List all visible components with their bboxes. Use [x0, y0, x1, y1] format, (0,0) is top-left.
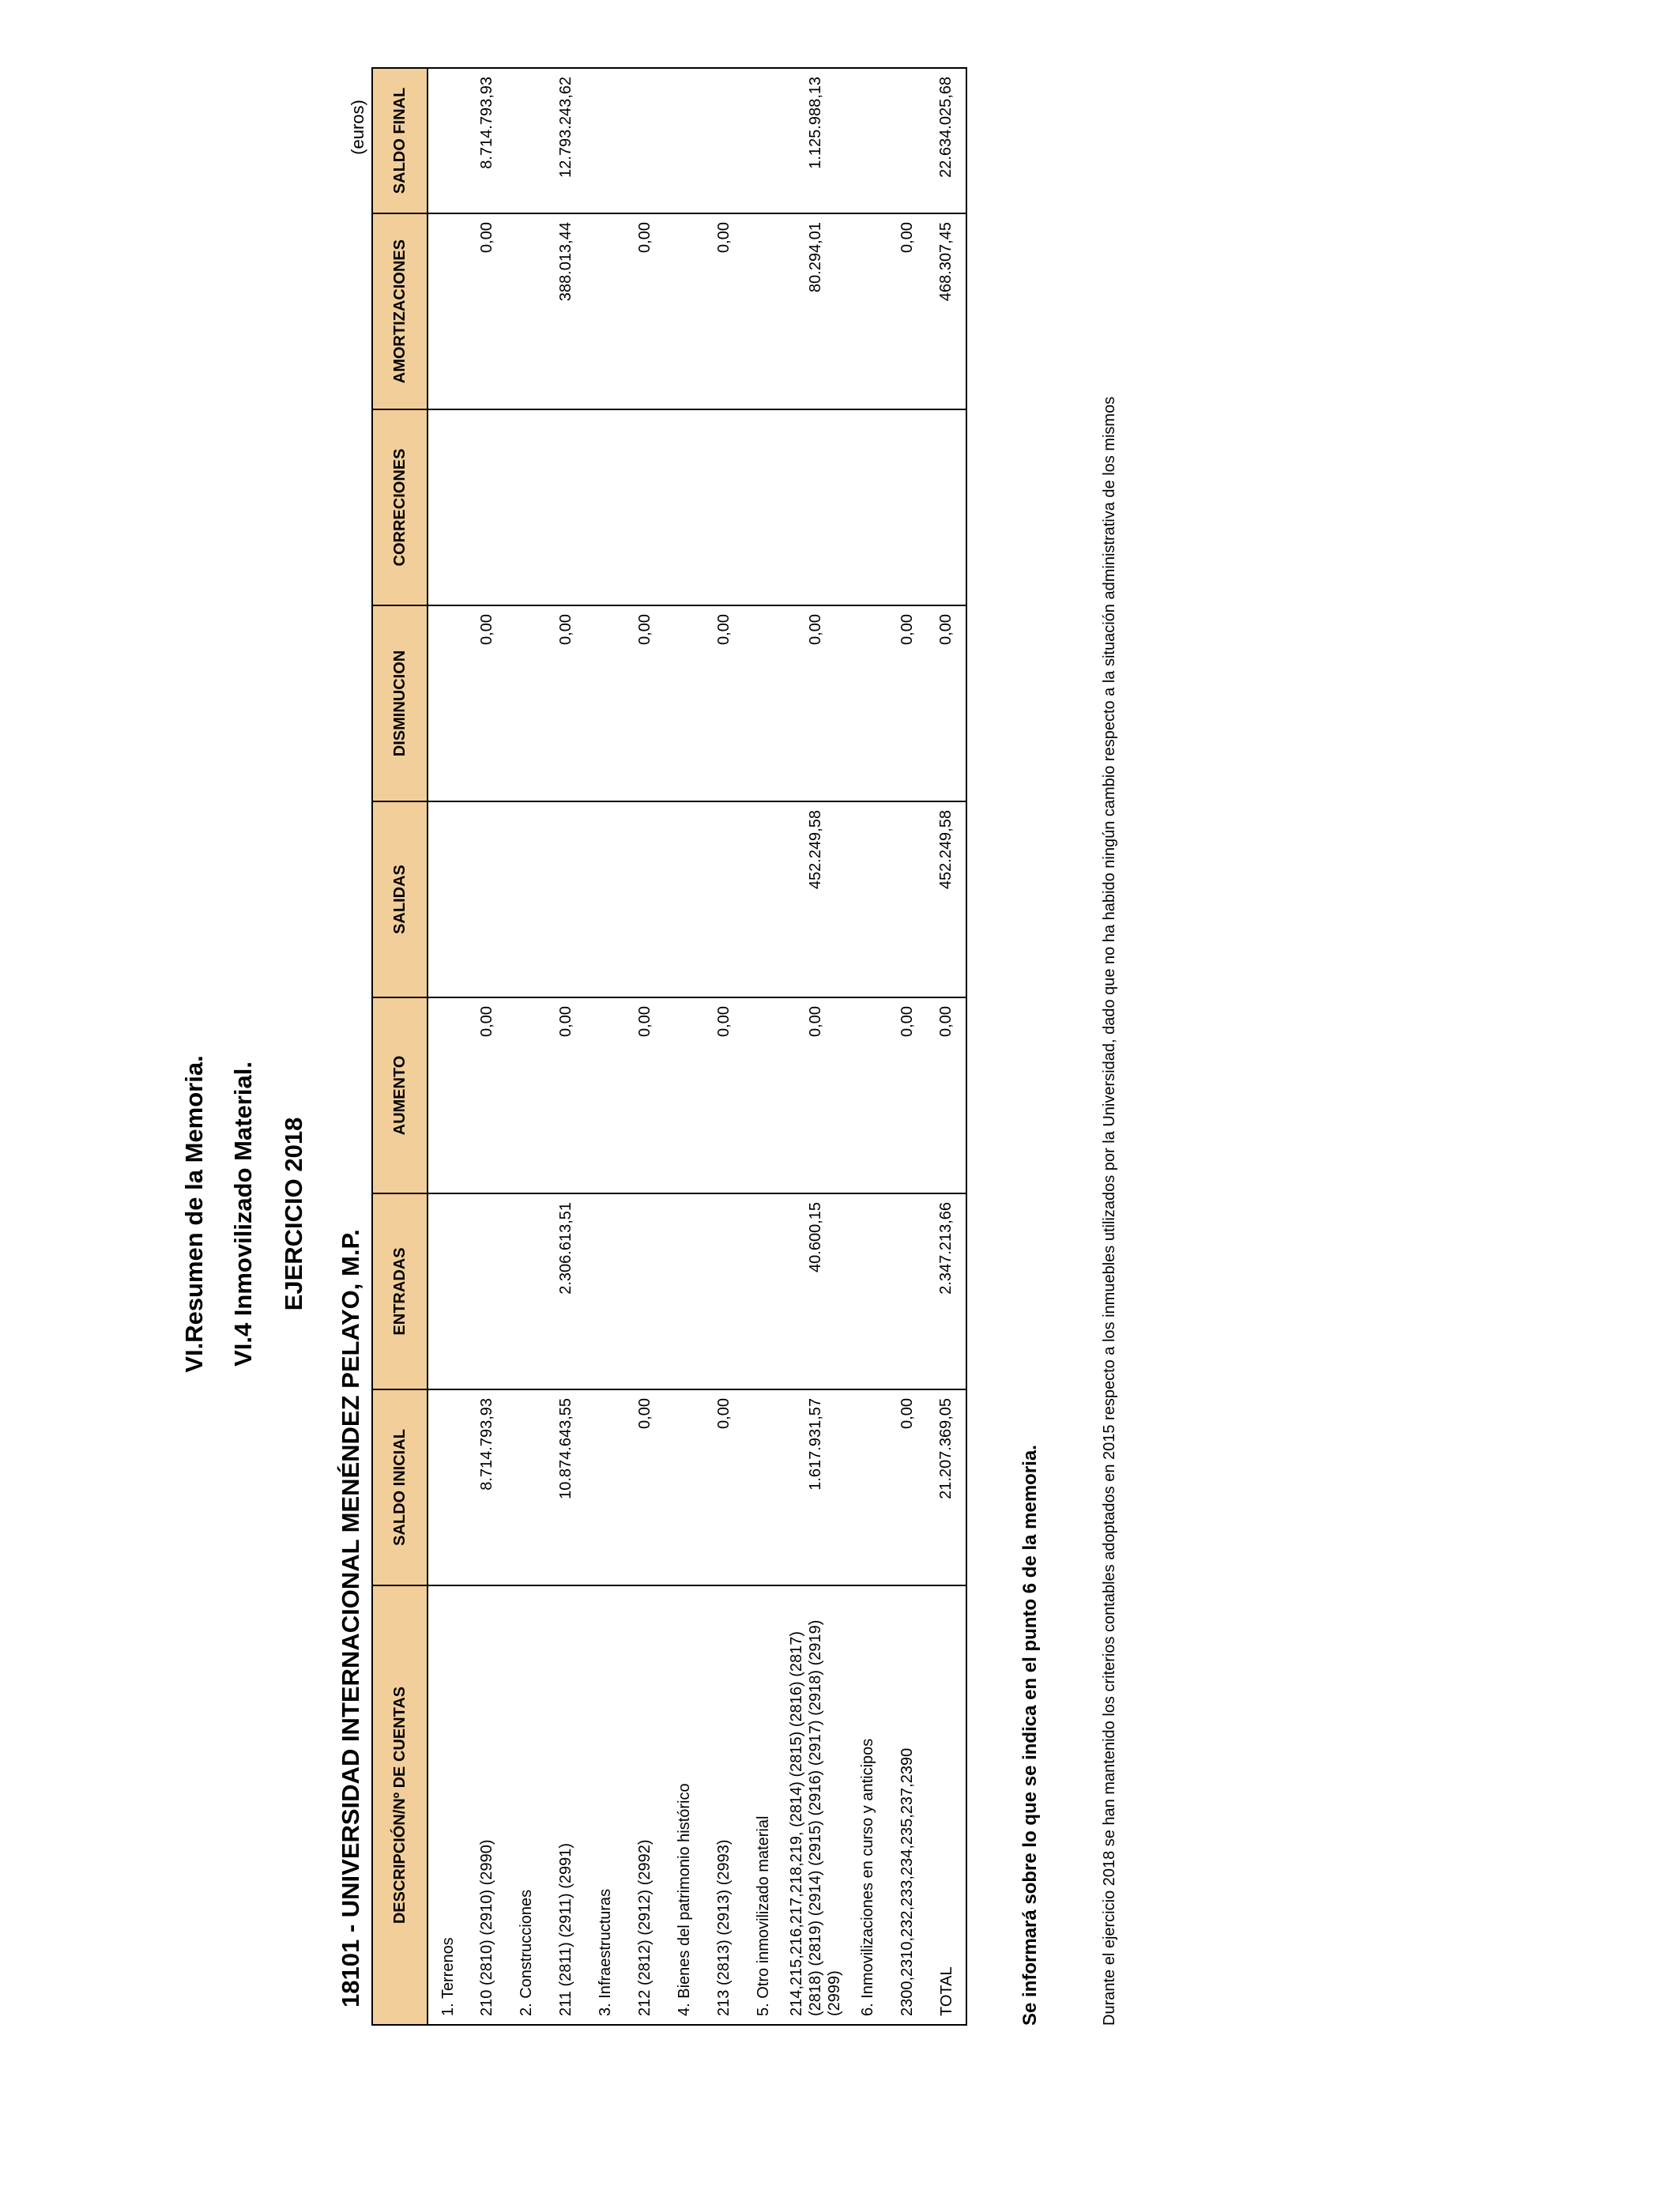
row-value: [665, 409, 704, 605]
row-value: 0,00: [467, 605, 507, 801]
row-value: 12.793.243,62: [546, 68, 586, 213]
row-value: [546, 409, 586, 605]
table-row: [927, 68, 966, 2025]
column-header: AMORTIZACIONES: [372, 213, 428, 409]
row-description: 211 (2811) (2911) (2991): [546, 1585, 586, 2025]
row-description: 212 (2812) (2912) (2992): [625, 1585, 665, 2025]
row-value: [887, 409, 927, 605]
row-value: 0,00: [887, 1389, 927, 1585]
row-description: 3. Infraestructuras: [586, 1585, 625, 2025]
row-value: 1.125.988,13: [783, 68, 848, 213]
row-value: [546, 801, 586, 997]
row-value: 0,00: [625, 997, 665, 1193]
row-value: 0,00: [704, 997, 744, 1193]
organization-name: 18101 - UNIVERSIDAD INTERNACIONAL MENÉNDEZ PELAYO, M.P.: [337, 1229, 364, 2007]
row-value: [848, 68, 887, 213]
table-row: [744, 68, 783, 2025]
row-value: [848, 409, 887, 605]
row-value: [887, 801, 927, 997]
row-description: TOTAL: [927, 1585, 966, 2025]
row-value: 0,00: [625, 1389, 665, 1585]
row-value: [665, 605, 704, 801]
row-description: 213 (2813) (2913) (2993): [704, 1585, 744, 2025]
row-value: 22.634.025,68: [927, 68, 966, 213]
row-value: [586, 409, 625, 605]
table-row: [848, 68, 887, 2025]
row-value: 10.874.643,55: [546, 1389, 586, 1585]
row-value: [428, 1193, 467, 1389]
row-value: [428, 68, 467, 213]
row-value: [467, 1193, 507, 1389]
table-row: [887, 68, 927, 2025]
table-row: [546, 68, 586, 2025]
row-value: [586, 997, 625, 1193]
row-description: 210 (2810) (2910) (2990): [467, 1585, 507, 2025]
row-value: [744, 409, 783, 605]
row-value: [848, 213, 887, 409]
row-value: [625, 409, 665, 605]
row-value: 0,00: [927, 605, 966, 801]
table-row: [625, 68, 665, 2025]
column-header: SALDO INICIAL: [372, 1389, 428, 1585]
row-value: [586, 1389, 625, 1585]
row-value: [704, 68, 744, 213]
row-value: 0,00: [887, 213, 927, 409]
row-value: 0,00: [625, 605, 665, 801]
row-value: [428, 801, 467, 997]
fiscal-year-title: EJERCICIO 2018: [280, 1117, 307, 1311]
row-value: [665, 1193, 704, 1389]
row-value: [704, 409, 744, 605]
row-value: 0,00: [467, 213, 507, 409]
row-value: 2.347.213,66: [927, 1193, 966, 1389]
row-value: [507, 801, 546, 997]
row-value: 21.207.369,05: [927, 1389, 966, 1585]
table-body: [428, 68, 966, 2025]
row-value: [744, 605, 783, 801]
row-value: 452.249,58: [783, 801, 848, 997]
table-row: [665, 68, 704, 2025]
row-value: [744, 1193, 783, 1389]
row-description: 2. Construcciones: [507, 1585, 546, 2025]
column-header: DISMINUCION: [372, 605, 428, 801]
row-value: [887, 1193, 927, 1389]
row-value: 0,00: [783, 997, 848, 1193]
row-value: 0,00: [704, 1389, 744, 1585]
row-value: 452.249,58: [927, 801, 966, 997]
row-value: [428, 409, 467, 605]
row-value: 0,00: [887, 605, 927, 801]
row-value: [665, 997, 704, 1193]
row-value: [586, 68, 625, 213]
column-header: CORRECIONES: [372, 409, 428, 605]
row-value: [704, 801, 744, 997]
table-row: [428, 68, 467, 2025]
row-value: 388.013,44: [546, 213, 586, 409]
row-value: [744, 997, 783, 1193]
row-value: [625, 1193, 665, 1389]
row-value: [507, 409, 546, 605]
row-value: 1.617.931,57: [783, 1389, 848, 1585]
row-value: 0,00: [546, 605, 586, 801]
row-value: [665, 68, 704, 213]
row-value: [927, 409, 966, 605]
row-value: [744, 213, 783, 409]
row-value: 0,00: [625, 213, 665, 409]
row-value: [665, 801, 704, 997]
row-value: [586, 605, 625, 801]
row-value: 80.294,01: [783, 213, 848, 409]
row-value: [848, 801, 887, 997]
row-value: 0,00: [467, 997, 507, 1193]
row-description: 6. Inmovilizaciones en curso y anticipos: [848, 1585, 887, 2025]
row-value: 0,00: [887, 997, 927, 1193]
row-value: [586, 801, 625, 997]
column-header: AUMENTO: [372, 997, 428, 1193]
report-title: VI.Resumen de la Memoria.: [180, 1055, 208, 1373]
section-title: VI.4 Inmovilizado Material.: [229, 1061, 257, 1367]
row-value: [665, 213, 704, 409]
table-row: [704, 68, 744, 2025]
row-value: 0,00: [783, 605, 848, 801]
row-value: [467, 801, 507, 997]
row-value: 0,00: [927, 997, 966, 1193]
row-value: 0,00: [546, 997, 586, 1193]
row-description: 4. Bienes del patrimonio histórico: [665, 1585, 704, 2025]
fixed-assets-table: [371, 67, 967, 2026]
row-value: [428, 997, 467, 1193]
table-row: [507, 68, 546, 2025]
column-header: ENTRADAS: [372, 1193, 428, 1389]
row-value: 0,00: [704, 213, 744, 409]
table-row: [783, 68, 848, 2025]
row-value: [507, 68, 546, 213]
column-header: DESCRIPCIÓN/Nº DE CUENTAS: [372, 1585, 428, 2025]
row-value: [586, 1193, 625, 1389]
row-value: [848, 1389, 887, 1585]
row-value: [428, 213, 467, 409]
row-value: 468.307,45: [927, 213, 966, 409]
row-value: [744, 1389, 783, 1585]
row-value: [507, 1193, 546, 1389]
row-value: [507, 1389, 546, 1585]
table-row: [586, 68, 625, 2025]
row-value: [586, 213, 625, 409]
table-row: [467, 68, 507, 2025]
column-header: SALIDAS: [372, 801, 428, 997]
row-value: [428, 1389, 467, 1585]
row-description: 5. Otro inmovilizado material: [744, 1585, 783, 2025]
row-value: 40.600,15: [783, 1193, 848, 1389]
row-value: [887, 68, 927, 213]
row-value: [704, 1193, 744, 1389]
row-value: [428, 605, 467, 801]
row-value: [783, 409, 848, 605]
row-value: 0,00: [704, 605, 744, 801]
column-header: SALDO FINAL: [372, 68, 428, 213]
row-value: [507, 213, 546, 409]
footnote: Durante el ejercicio 2018 se han mantenido los criterios contables adoptados en 2015 respecto a los inmuebles utilizados por la Universidad, dado que no ha habido ningún cambio respecto a la situación administrativa de los mismos: [1101, 396, 1118, 2026]
row-description: 1. Terrenos: [428, 1585, 467, 2025]
row-description: 2300,2310,232,233,234,235,237,2390: [887, 1585, 927, 2025]
row-value: [507, 997, 546, 1193]
currency-unit: (euros): [348, 100, 367, 155]
row-value: [744, 801, 783, 997]
row-value: [848, 605, 887, 801]
memory-note: Se informará sobre lo que se indica en el punto 6 de la memoria.: [1019, 1445, 1041, 2026]
table-header-row: [372, 68, 428, 2025]
row-value: [665, 1389, 704, 1585]
row-value: 8.714.793,93: [467, 1389, 507, 1585]
row-value: [625, 801, 665, 997]
row-description: 214,215,216,217,218,219, (2814) (2815) (2816) (2817) (2818) (2819) (2914) (2915) (2916) (2917) (2918) (2919) (2999): [783, 1585, 848, 2025]
row-value: [507, 605, 546, 801]
row-value: [625, 68, 665, 213]
row-value: 8.714.793,93: [467, 68, 507, 213]
row-value: [744, 68, 783, 213]
row-value: [467, 409, 507, 605]
row-value: [848, 1193, 887, 1389]
row-value: 2.306.613,51: [546, 1193, 586, 1389]
row-value: [848, 997, 887, 1193]
